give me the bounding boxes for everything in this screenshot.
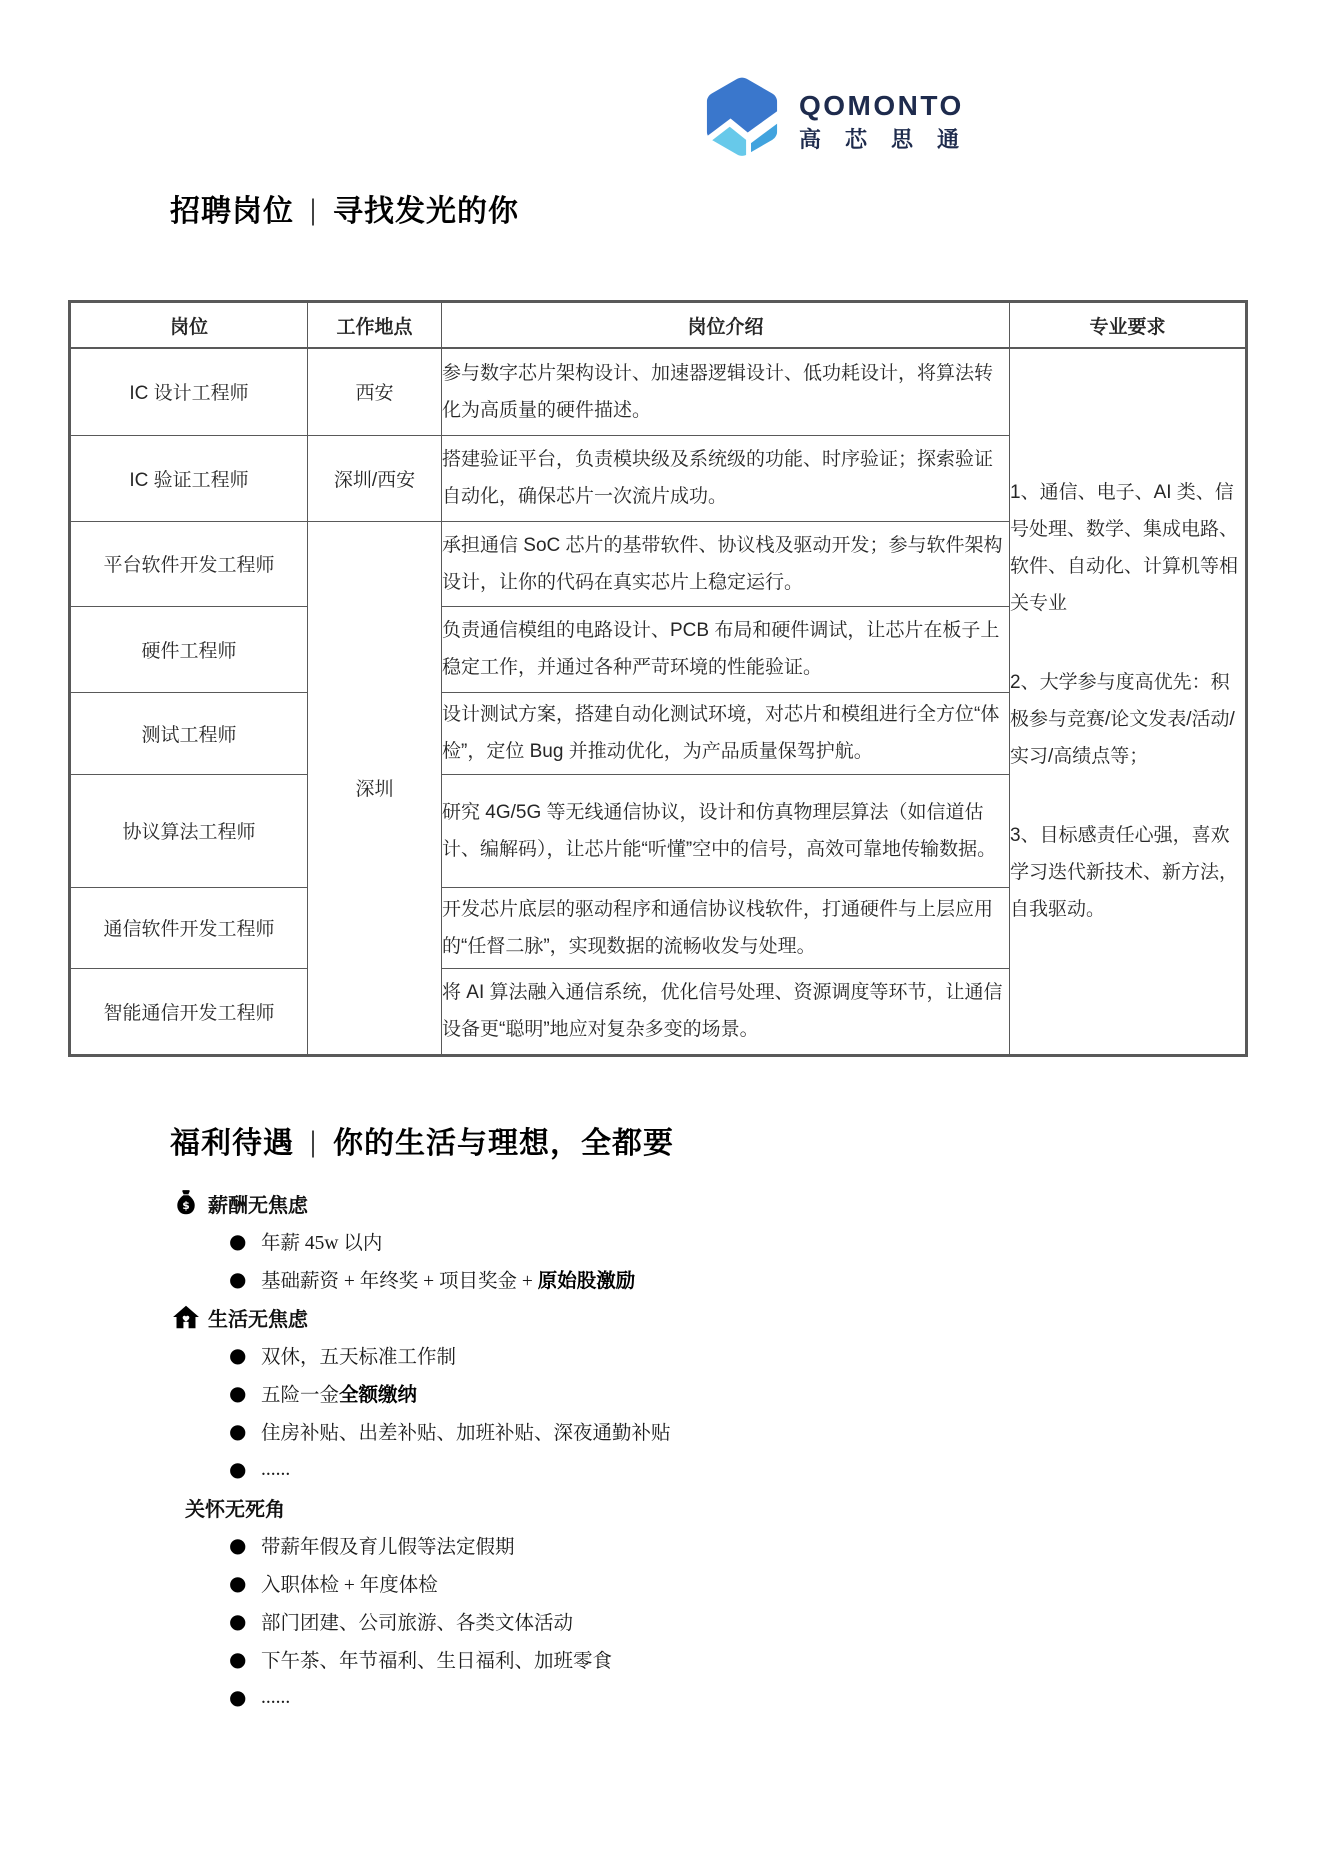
heading-separator: | (310, 1125, 318, 1158)
benefit-item-text: 带薪年假及育儿假等法定假期 (261, 1537, 515, 1558)
benefit-item (172, 1336, 1172, 1374)
requirement-item: 1、通信、电子、AI 类、信号处理、数学、集成电路、软件、自动化、计算机等相关专业 (1010, 482, 1239, 615)
job-desc-cell: 开发芯片底层的驱动程序和通信协议栈软件，打通硬件与上层应用的“任督二脉”，实现数据的流畅收发与处理。 (442, 887, 1010, 968)
job-title-cell: IC 验证工程师 (70, 435, 308, 521)
benefit-item-text: 住房补贴、出差补贴、加班补贴、深夜通勤补贴 (261, 1423, 671, 1444)
job-desc-cell: 搭建验证平台，负责模块级及系统级的功能、时序验证；探索验证自动化，确保芯片一次流片成功。 (442, 435, 1010, 521)
benefit-item-text: ...... (261, 1458, 291, 1480)
job-title-cell: 智能通信开发工程师 (70, 968, 308, 1055)
bullet-icon: ● (229, 1685, 247, 1709)
jobs-subtitle: 寻找发光的你 (333, 195, 520, 228)
header-position: 岗位 (70, 302, 308, 349)
benefit-item (172, 1678, 1172, 1716)
job-title-cell: IC 设计工程师 (70, 348, 308, 435)
bullet-icon: ● (229, 1343, 247, 1367)
bullet-icon: ● (229, 1647, 247, 1671)
benefit-item-text: 基础薪资 + 年终奖 + 项目奖金 + (261, 1271, 538, 1292)
benefit-group-label: 薪酬无焦虑 (208, 1194, 308, 1217)
jobs-table (68, 300, 1248, 1057)
benefits-list (172, 1184, 1172, 1716)
benefit-item-bold: 全额缴纳 (339, 1384, 418, 1406)
job-location-cell: 西安 (308, 348, 442, 435)
bullet-icon: ● (229, 1419, 247, 1443)
header-location: 工作地点 (308, 302, 442, 349)
job-requirements-cell (1010, 348, 1247, 1055)
requirement-item: 2、大学参与度高优先：积极参与竞赛/论文发表/活动/实习/高绩点等； (1010, 672, 1235, 768)
company-logo (701, 76, 983, 166)
benefit-item (172, 1260, 1172, 1298)
benefits-title: 福利待遇 (170, 1127, 294, 1160)
benefit-item-text: ...... (261, 1686, 291, 1708)
heading-separator: | (310, 193, 318, 226)
svg-text:$: $ (182, 1199, 190, 1213)
benefit-item (172, 1564, 1172, 1602)
benefit-item-bold: 原始股激励 (537, 1270, 636, 1292)
bullet-icon: ● (229, 1571, 247, 1595)
table-row (70, 348, 1247, 435)
jobs-section-title (170, 186, 519, 230)
benefits-subtitle: 你的生活与理想，全都要 (333, 1127, 675, 1160)
job-location-merged-cell: 深圳 (308, 521, 442, 1055)
jobs-title: 招聘岗位 (170, 195, 294, 228)
benefit-item (172, 1640, 1172, 1678)
job-title-cell: 测试工程师 (70, 692, 308, 774)
job-desc-cell: 承担通信 SoC 芯片的基带软件、协议栈及驱动开发；参与软件架构设计，让你的代码在真实芯片上稳定运行。 (442, 521, 1010, 606)
benefit-item-text: 年薪 45w 以内 (261, 1233, 383, 1254)
benefit-item-text: 下午茶、年节福利、生日福利、加班零食 (261, 1651, 613, 1672)
job-desc-cell: 负责通信模组的电路设计、PCB 布局和硬件调试，让芯片在板子上稳定工作，并通过各种严苛环境的性能验证。 (442, 606, 1010, 692)
job-desc-cell: 研究 4G/5G 等无线通信协议，设计和仿真物理层算法（如信道估计、编解码），让芯片能“听懂”空中的信号，高效可靠地传输数据。 (442, 774, 1010, 887)
header-description: 岗位介绍 (442, 302, 1010, 349)
logo-hexagon-icon (701, 76, 783, 166)
job-desc-cell: 将 AI 算法融入通信系统，优化信号处理、资源调度等环节，让通信设备更“聪明”地应对复杂多变的场景。 (442, 968, 1010, 1055)
job-title-cell: 协议算法工程师 (70, 774, 308, 887)
bullet-icon: ● (229, 1381, 247, 1405)
benefit-item (172, 1526, 1172, 1564)
brand-name-cn: 高芯思通 (799, 126, 984, 152)
benefit-item (172, 1412, 1172, 1450)
job-desc-cell: 参与数字芯片架构设计、加速器逻辑设计、低功耗设计，将算法转化为高质量的硬件描述。 (442, 348, 1010, 435)
benefit-item-text: 部门团建、公司旅游、各类文体活动 (261, 1613, 574, 1634)
bullet-icon: ● (229, 1229, 247, 1253)
benefit-group-label: 生活无焦虑 (208, 1308, 308, 1331)
job-title-cell: 平台软件开发工程师 (70, 521, 308, 606)
job-title-cell: 硬件工程师 (70, 606, 308, 692)
bullet-icon: ● (229, 1457, 247, 1481)
job-title-cell: 通信软件开发工程师 (70, 887, 308, 968)
benefit-item (172, 1374, 1172, 1412)
benefit-item (172, 1602, 1172, 1640)
benefit-item (172, 1450, 1172, 1488)
benefit-item-text: 五险一金 (261, 1385, 340, 1406)
benefits-section-title (170, 1118, 674, 1162)
job-desc-cell: 设计测试方案，搭建自动化测试环境，对芯片和模组进行全方位“体检”，定位 Bug 并推动优化，为产品质量保驾护航。 (442, 692, 1010, 774)
bullet-icon: ● (229, 1267, 247, 1291)
benefit-group-title-care (172, 1488, 1172, 1526)
benefit-item-text: 双休，五天标准工作制 (261, 1347, 457, 1368)
house-icon (172, 1303, 200, 1331)
logo-text (799, 89, 984, 152)
benefit-group-label: 关怀无死角 (185, 1498, 285, 1521)
benefit-item (172, 1222, 1172, 1260)
job-location-cell: 深圳/西安 (308, 435, 442, 521)
benefit-item-text: 入职体检 + 年度体检 (261, 1575, 438, 1596)
table-header-row (70, 302, 1247, 349)
bullet-icon: ● (229, 1533, 247, 1557)
header-requirements: 专业要求 (1010, 302, 1247, 349)
benefit-group-title-salary (172, 1184, 1172, 1222)
money-bag-icon (172, 1189, 200, 1217)
requirement-item: 3、目标感责任心强，喜欢学习迭代新技术、新方法，自我驱动。 (1010, 825, 1239, 921)
brand-name: QOMONTO (799, 89, 964, 121)
benefit-group-title-life (172, 1298, 1172, 1336)
bullet-icon: ● (229, 1609, 247, 1633)
